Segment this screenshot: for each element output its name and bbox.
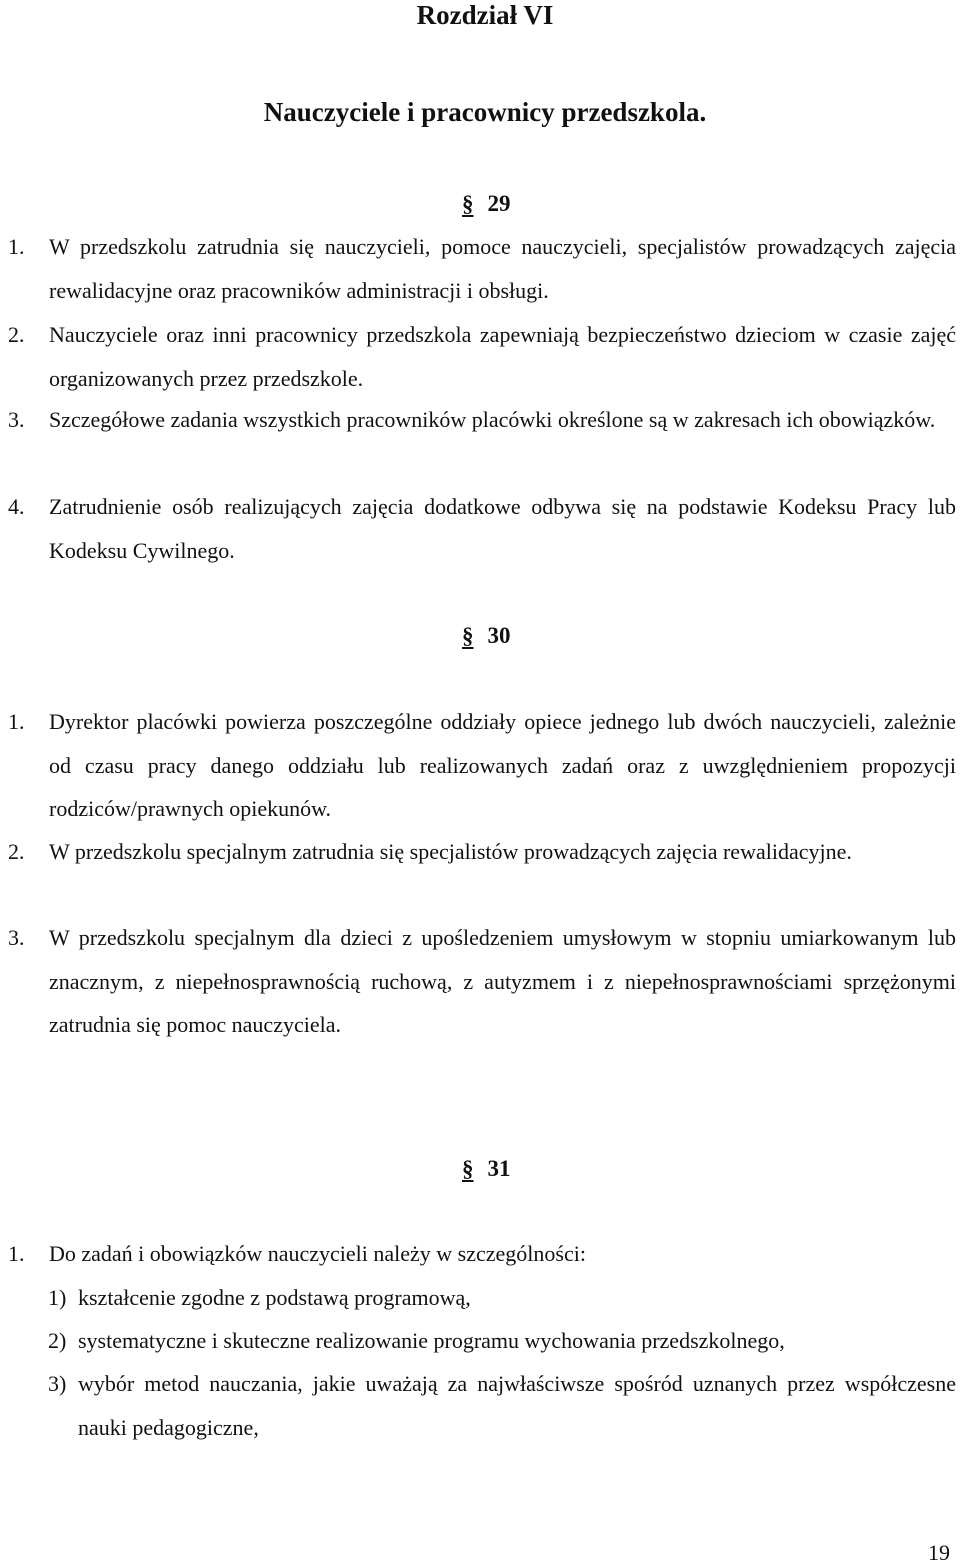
section-sign-icon: § [462,191,474,216]
item-text: Szczegółowe zadania wszystkich pracowników placówki określone są w zakresach ich obowiązków. [49,407,936,432]
sub-item-text: systematyczne i skuteczne realizowanie programu wychowania przedszkolnego, [78,1328,785,1353]
section-sign-icon: § [462,1156,474,1181]
item-text: Do zadań i obowiązków nauczycieli należy w szczególności: [49,1241,586,1266]
item-number: 4. [8,494,25,519]
list-item [8,700,956,831]
paragraph-heading-29 [462,190,511,218]
item-number: 1. [8,709,25,734]
sub-item-number: 1) [48,1285,67,1310]
sub-item-text: kształcenie zgodne z podstawą programową, [78,1285,471,1310]
item-text: W przedszkolu specjalnym zatrudnia się specjalistów prowadzących zajęcia rewalidacyjne. [49,839,852,864]
item-number: 2. [8,839,25,864]
item-text: Zatrudnienie osób realizujących zajęcia dodatkowe odbywa się na podstawie Kodeksu Pracy lub Kodeksu Cywilnego. [49,494,956,563]
item-number: 3. [8,925,25,950]
item-text: W przedszkolu specjalnym dla dzieci z upośledzeniem umysłowym w stopniu umiarkowanym lub znacznym, z niepełnosprawnością ruchową, z autyzmem i z niepełnosprawnościami sprzężonymi zatrudnia się pomoc nauczyciela. [49,925,956,1037]
page-number: 19 [928,1540,950,1565]
item-number: 1. [8,234,25,259]
item-text: W przedszkolu zatrudnia się nauczycieli, pomoce nauczycieli, specjalistów prowadzących zajęcia rewalidacyjne oraz pracowników administracji i obsługi. [49,234,956,303]
paragraph-number: 31 [487,1156,511,1181]
list-item [8,485,956,572]
paragraph-number: 30 [487,623,511,648]
item-text: Nauczyciele oraz inni pracownicy przedszkola zapewniają bezpieczeństwo dzieciom w czasie zajęć organizowanych przez przedszkole. [49,322,956,391]
sub-item-number: 2) [48,1328,67,1353]
item-number: 1. [8,1241,25,1266]
sub-item-number: 3) [48,1371,67,1396]
chapter-title: Rozdział VI [416,0,554,30]
sub-list-item [48,1319,956,1363]
paragraph-number: 29 [487,191,511,216]
list-item [8,398,956,442]
list-item [8,225,956,312]
section-sign-icon: § [462,623,474,648]
paragraph-heading-31 [462,1155,511,1183]
item-number: 2. [8,322,25,347]
sub-item-text: wybór metod nauczania, jakie uważają za najwłaściwsze spośród uznanych przez współczesne nauki pedagogiczne, [78,1371,956,1440]
list-item [8,313,956,400]
list-item [8,1232,956,1276]
sub-list-item [48,1276,956,1320]
sub-list-item [48,1362,956,1449]
chapter-subtitle: Nauczyciele i pracownicy przedszkola. [263,97,707,127]
list-item [8,916,956,1047]
list-item [8,830,956,874]
item-number: 3. [8,407,25,432]
paragraph-heading-30 [462,622,511,650]
item-text: Dyrektor placówki powierza poszczególne oddziały opiece jednego lub dwóch nauczycieli, zależnie od czasu pracy danego oddziału lub realizowanych zadań oraz z uwzględnieniem propozycji rodziców/prawnych opiekunów. [49,709,956,821]
